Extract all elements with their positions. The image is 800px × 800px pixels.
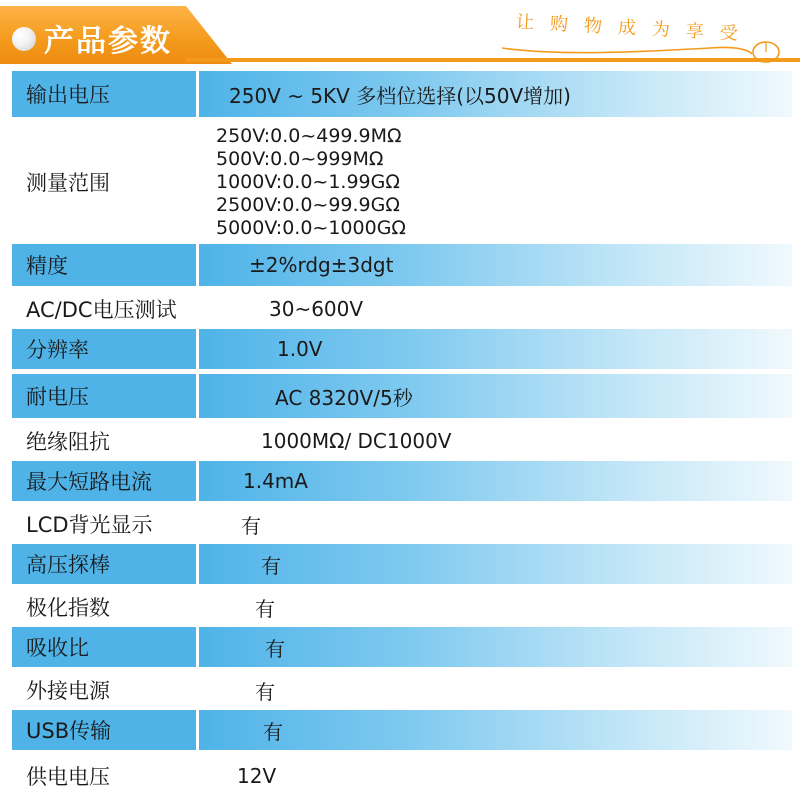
row-label: USB传输 [12, 710, 196, 750]
spec-table [12, 71, 792, 798]
row-value: 1.0V [199, 329, 792, 369]
row-value: 有 [199, 710, 792, 750]
row-label: LCD背光显示 [26, 513, 153, 537]
row-label: 供电电压 [26, 765, 110, 789]
table-row [12, 627, 792, 667]
row-value: 有 [255, 679, 275, 704]
row-value: 1000MΩ/ DC1000V [261, 429, 452, 453]
table-row [12, 587, 792, 627]
row-value: 有 [241, 513, 261, 538]
row-value: 有 [255, 596, 275, 621]
table-row [12, 670, 792, 710]
row-value: 1.4mA [199, 461, 792, 501]
row-label: AC/DC电压测试 [26, 298, 177, 322]
table-row [12, 374, 792, 418]
header-slogan: 让购物成为享受 [515, 11, 755, 46]
range-line: 250V:0.0~499.9MΩ [216, 124, 402, 147]
table-row [12, 461, 792, 501]
table-row [12, 244, 792, 286]
row-label: 绝缘阻抗 [26, 430, 110, 454]
range-line: 1000V:0.0~1.99GΩ [216, 170, 400, 193]
range-line: 500V:0.0~999MΩ [216, 147, 384, 170]
row-value: 12V [237, 764, 277, 788]
row-label: 输出电压 [12, 71, 196, 117]
row-label: 最大短路电流 [12, 461, 196, 501]
table-row [12, 289, 792, 329]
row-value: AC 8320V/5秒 [199, 374, 792, 418]
row-label: 高压探棒 [12, 544, 196, 584]
table-row [12, 421, 792, 461]
table-row [12, 754, 792, 798]
bullet-ball-icon [12, 27, 36, 51]
table-row [12, 329, 792, 369]
section-header [0, 0, 800, 68]
row-label: 吸收比 [12, 627, 196, 667]
row-value: ±2%rdg±3dgt [199, 244, 792, 286]
section-title: 产品参数 [44, 24, 172, 59]
table-row [12, 71, 792, 117]
row-value: 有 [199, 544, 792, 584]
row-label: 精度 [12, 244, 196, 286]
row-value [199, 120, 792, 244]
row-label: 极化指数 [26, 596, 110, 620]
range-line: 2500V:0.0~99.9GΩ [216, 193, 400, 216]
row-value: 30~600V [269, 297, 364, 321]
row-label: 外接电源 [26, 679, 110, 703]
table-row [12, 710, 792, 750]
row-label: 测量范围 [26, 171, 110, 195]
table-row [12, 544, 792, 584]
range-line: 5000V:0.0~1000GΩ [216, 216, 406, 239]
row-label: 分辨率 [12, 329, 196, 369]
row-value: 有 [199, 627, 792, 667]
row-label: 耐电压 [12, 374, 196, 418]
row-value: 250V ~ 5KV 多档位选择(以50V增加) [199, 71, 792, 117]
table-row [12, 504, 792, 544]
table-row [12, 120, 792, 244]
